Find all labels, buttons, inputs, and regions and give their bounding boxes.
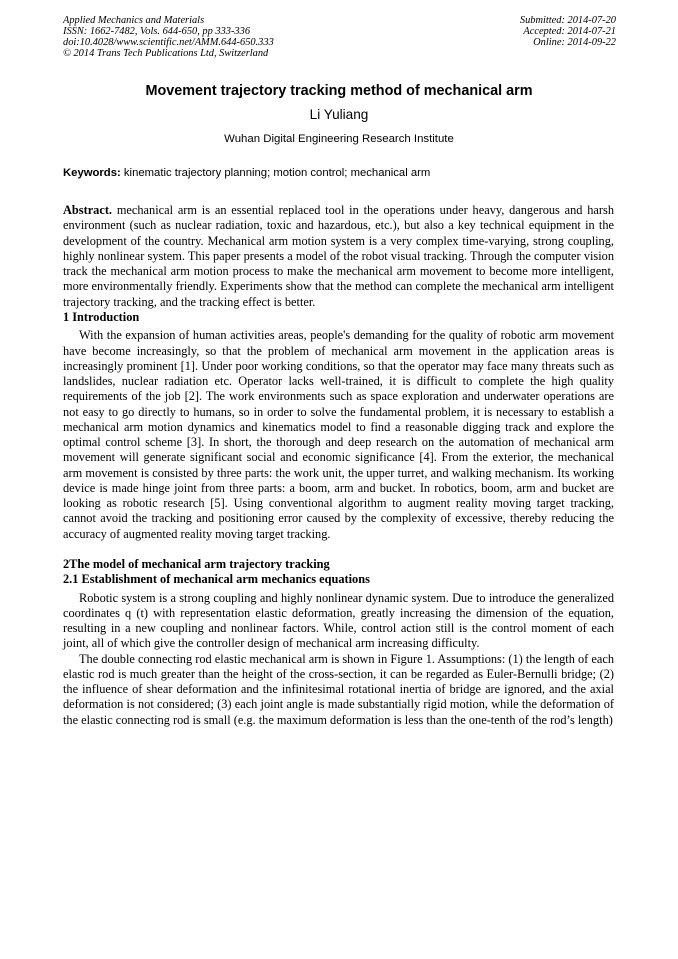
online-date: Online: 2014-09-22 (533, 37, 616, 48)
model-heading: 2The model of mechanical arm trajectory tracking (63, 557, 330, 571)
keywords (63, 166, 615, 180)
paper-body (63, 203, 614, 728)
spacer (63, 542, 614, 557)
intro-heading: 1 Introduction (63, 309, 140, 324)
journal-info (63, 15, 274, 59)
journal-name: Applied Mechanics and Materials (63, 15, 205, 26)
intro-paragraph: With the expansion of human activities areas, people's demanding for the quality of robotic arm movement have become increasingly, so that the problem of mechanical arm movement in the application areas is increasingly prominent [1]. Under poor working conditions, so that the operator may face many threats such as landslides, nuclear radiation etc. Operator lacks well-trained, it is difficult to complete the high quality requirements of the job [2]. The work environments such as space exploration and underwater operations are not easy to go directly to humans, so in order to solve the fundamental problem, it is necessary to establish a mechanical arm motion dynamics and kinematics model to find a reasonable digging track and explore the optimal control scheme [3]. In short, the thorough and deep research on the automation of mechanical arm movement will generate significant social and economic significance [4]. From the exterior, the mechanical arm movement is consisted by three parts: the work unit, the upper turret, and walking mechanism. Its working device is made hinge joint from three parts: a boom, arm and bucket. In robotics, boom, arm and bucket are looking as robotic research [5]. Using conventional algorithm to augment reality moving target tracking, cannot avoid the tracking and positioning error caused by the complexity of excessive, thereby reducing the accuracy of augmented reality moving target tracking. (63, 328, 614, 541)
abstract-text: mechanical arm is an essential replaced tool in the operations under heavy, dangerous and harsh environment (such as nuclear radiation, toxic and hazardous, etc.), but also a key technical equipment in the development of the country. Mechanical arm motion system is a very complex time-varying, strong coupling, highly nonlinear system. This paper presents a model of the robot visual tracking. Through the computer vision track the mechanical arm motion process to make the mechanical arm movement to become more intelligent, more environmentally friendly. Experiments show that the method can complete the mechanical arm intelligent trajectory tracking, and the tracking effect is better. (63, 203, 614, 309)
subsection-heading: 2.1 Establishment of mechanical arm mechanics equations (63, 572, 370, 587)
submitted-date: Submitted: 2014-07-20 (519, 15, 616, 26)
keywords-text: kinematic trajectory planning; motion control; mechanical arm (123, 167, 431, 179)
model-paragraph-1: Robotic system is a strong coupling and highly nonlinear dynamic system. Due to introduce the generalized coordinates q (t) with representation elastic deformation, greatly increasing the dimension of the equation, resulting in a new coupling and nonlinear factors. While, control action still is the control moment of each joint, all of which give the controller design of mechanical arm increasing difficulty. (63, 590, 614, 651)
copyright-line: © 2014 Trans Tech Publications Ltd, Switzerland (63, 48, 269, 59)
issn-line: ISSN: 1662-7482, Vols. 644-650, pp 333-336 (63, 26, 251, 37)
abstract (63, 203, 614, 310)
author-name: Li Yuliang (309, 107, 369, 122)
accepted-date: Accepted: 2014-07-21 (523, 26, 616, 37)
keywords-label: Keywords: (63, 167, 121, 179)
affiliation: Wuhan Digital Engineering Research Institute (224, 133, 454, 145)
paper-title: Movement trajectory tracking method of mechanical arm (145, 83, 533, 99)
submission-dates (520, 15, 616, 48)
abstract-label: Abstract. (63, 203, 113, 217)
model-paragraph-2: The double connecting rod elastic mechanical arm is shown in Figure 1. Assumptions: (1) the length of each elastic rod is much greater than the height of the cross-section, it can be regarded as Euler-Bernulli bridge; (2) the influence of shear deformation and the infinitesimal rotational inertia of bridge are ignored, and the axial deformation is not considered; (3) each joint angle is made substantially rigid motion, while the deformation of the elastic connecting rod is small (e.g. the maximum deformation is less than the one-tenth of the rod’s length) (63, 651, 614, 727)
doi-line: doi:10.4028/www.scientific.net/AMM.644-650.333 (63, 37, 274, 48)
